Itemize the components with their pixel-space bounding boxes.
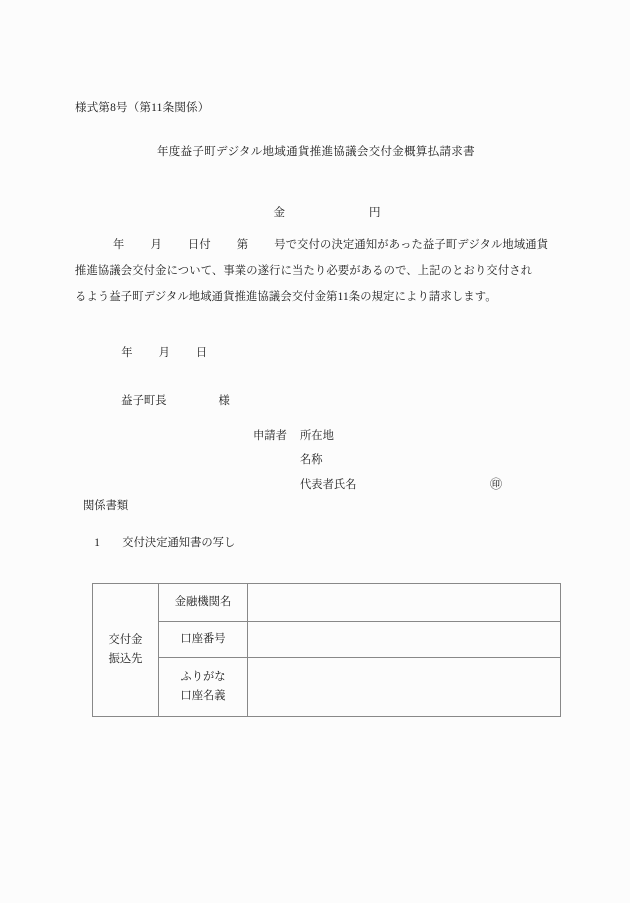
attachment-list-item <box>83 522 235 562</box>
form-number: 様式第8号（第11条関係） <box>75 102 210 114</box>
amount-line <box>262 192 381 232</box>
applicant-block <box>253 427 502 499</box>
page-title: 年度益子町デジタル地域通貨推進協議会交付金概算払請求書 <box>157 146 475 158</box>
table-label-furigana: ふりがな <box>180 671 226 683</box>
table-header-transfer-destination <box>93 584 159 717</box>
amount-unit-label: 円 <box>369 207 381 219</box>
addressee-name: 益子町長 <box>121 395 167 407</box>
attachment-item-text: 交付決定通知書の写し <box>122 537 236 549</box>
table-value-account-number[interactable] <box>248 622 561 658</box>
table-row <box>93 622 561 658</box>
date-year-label: 年 <box>121 347 133 359</box>
applicant-tag: 申請者 <box>253 430 287 442</box>
date-line <box>110 332 207 372</box>
applicant-field-label-address: 所在地 <box>300 430 334 442</box>
applicant-row <box>253 475 502 499</box>
table-value-account-holder[interactable] <box>248 658 561 717</box>
attachments-heading: 関係書類 <box>83 500 129 512</box>
table-row <box>93 658 561 717</box>
applicant-row <box>253 427 502 451</box>
body-number-suffix: 号で交付の決定通知があった益子町デジタル地域通貨 <box>274 239 549 251</box>
table-label-account-number: 口座番号 <box>159 622 248 658</box>
body-number-prefix: 第 <box>236 239 249 251</box>
table-row <box>93 584 561 622</box>
applicant-field-label-representative: 代表者氏名 <box>300 479 357 491</box>
date-month-label: 月 <box>158 347 170 359</box>
body-line-2: 推進協議会交付金について、事業の遂行に当たり必要があるので、上記のとおり交付され <box>75 265 533 277</box>
applicant-field-label-name: 名称 <box>300 454 323 466</box>
body-paragraph <box>75 232 557 310</box>
table-label-account-name: 口座名義 <box>180 690 226 702</box>
body-month-label: 月 <box>150 239 162 251</box>
bank-transfer-table <box>92 583 561 717</box>
addressee-honorific: 様 <box>218 395 230 407</box>
table-header-line-1: 交付金 <box>108 634 143 646</box>
body-line-3: るよう益子町デジタル地域通貨推進協議会交付金第11条の規定により請求します。 <box>75 291 497 303</box>
table-value-bank-name[interactable] <box>248 584 561 622</box>
table-header-line-2: 振込先 <box>108 653 143 665</box>
seal-stamp-icon: ㊞ <box>490 477 503 491</box>
body-day-label: 日付 <box>187 239 211 251</box>
table-label-account-holder <box>159 658 248 717</box>
applicant-row <box>253 451 502 475</box>
body-year-label: 年 <box>113 239 125 251</box>
date-day-label: 日 <box>195 347 208 359</box>
attachment-item-number: 1 <box>94 537 100 549</box>
addressee-line <box>110 380 230 420</box>
table-label-bank-name: 金融機関名 <box>159 584 248 622</box>
amount-prefix-label: 金 <box>273 207 285 219</box>
